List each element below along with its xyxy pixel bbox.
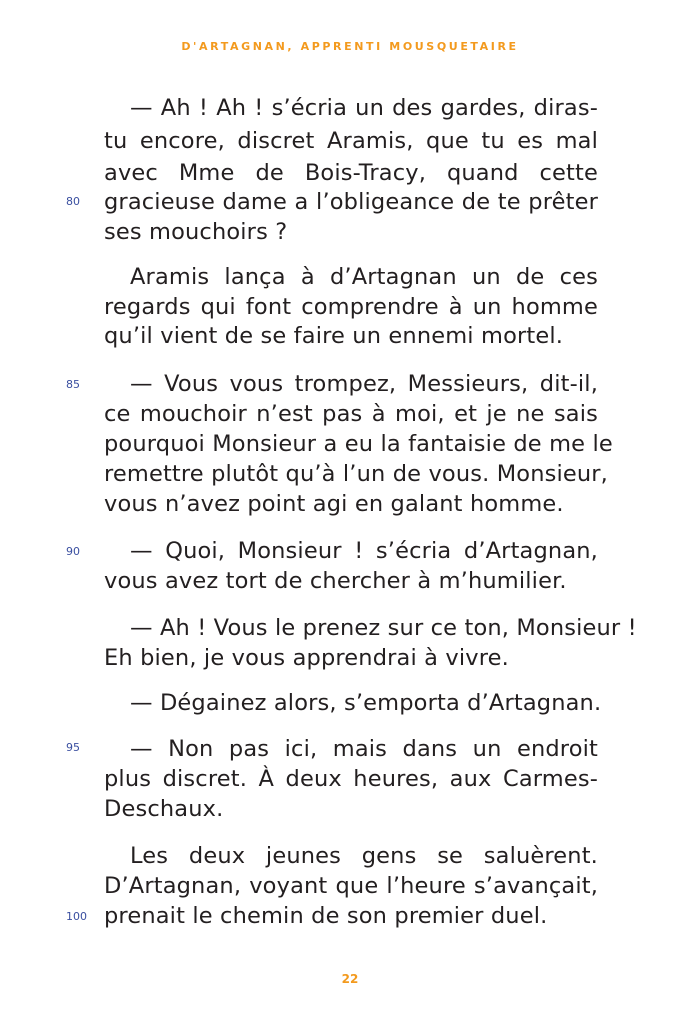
line-number: 100	[66, 910, 87, 923]
text-line: vous avez tort de chercher à m’humilier.	[104, 568, 567, 594]
text-line: — Vous vous trompez, Messieurs, dit-il,	[130, 371, 598, 397]
text-line: Aramis lança à d’Artagnan un de ces	[130, 264, 598, 290]
line-number: 90	[66, 545, 80, 558]
text-line: ce mouchoir n’est pas à moi, et je ne sais	[104, 401, 598, 427]
text-line: prenait le chemin de son premier duel.	[104, 903, 548, 929]
line-number: 85	[66, 378, 80, 391]
text-line: qu’il vient de se faire un ennemi mortel.	[104, 323, 564, 349]
text-line: — Dégainez alors, s’emporta d’Artagnan.	[130, 690, 602, 716]
text-line: remettre plutôt qu’à l’un de vous. Monsieur,	[104, 461, 608, 487]
text-line: — Non pas ici, mais dans un endroit	[130, 736, 598, 762]
running-title: D'ARTAGNAN, APPRENTI MOUSQUETAIRE	[181, 40, 519, 53]
text-line: — Quoi, Monsieur ! s’écria d’Artagnan,	[130, 538, 598, 564]
line-number: 80	[66, 195, 80, 208]
line-number: 95	[66, 741, 80, 754]
text-line: tu encore, discret Aramis, que tu es mal	[104, 128, 598, 154]
text-line: Deschaux.	[104, 796, 224, 822]
text-line: ses mouchoirs ?	[104, 219, 288, 245]
text-line: plus discret. À deux heures, aux Carmes-	[104, 766, 598, 792]
text-line: — Ah ! Ah ! s’écria un des gardes, diras-	[130, 95, 598, 121]
text-line: regards qui font comprendre à un homme	[104, 294, 598, 320]
text-line: D’Artagnan, voyant que l’heure s’avançait,	[104, 873, 598, 899]
page-number: 22	[341, 972, 359, 986]
text-line: vous n’avez point agi en galant homme.	[104, 491, 564, 517]
text-line: — Ah ! Vous le prenez sur ce ton, Monsieur !	[130, 615, 637, 641]
text-line: avec Mme de Bois-Tracy, quand cette	[104, 160, 598, 186]
text-line: Les deux jeunes gens se saluèrent.	[130, 843, 598, 869]
text-line: gracieuse dame a l’obligeance de te prêter	[104, 189, 598, 215]
text-line: Eh bien, je vous apprendrai à vivre.	[104, 645, 509, 671]
text-line: pourquoi Monsieur a eu la fantaisie de me le	[104, 431, 613, 457]
